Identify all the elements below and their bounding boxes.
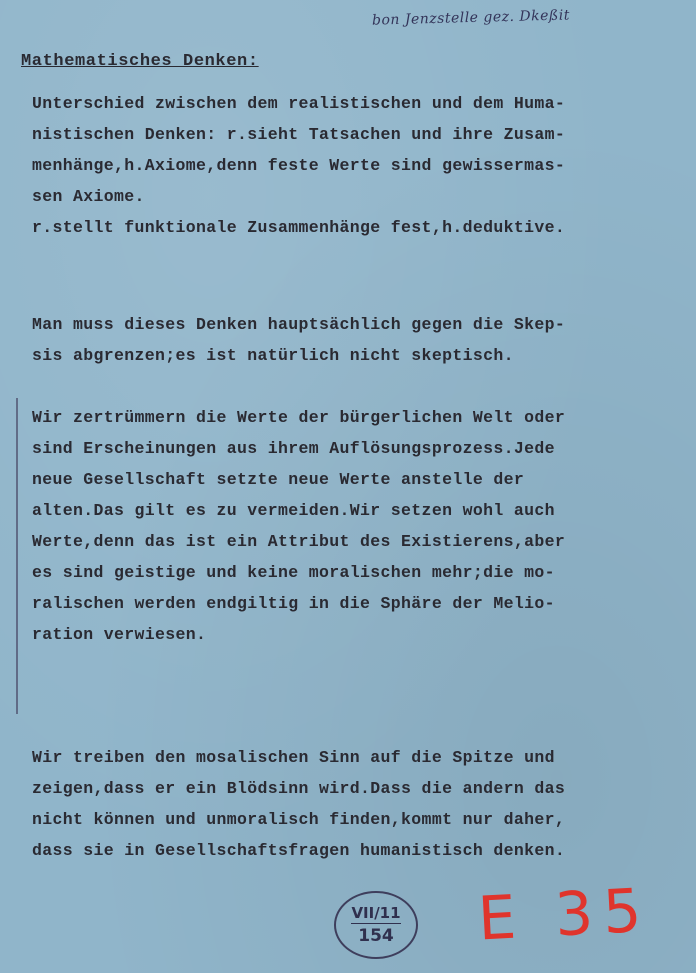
paragraph-4 <box>32 742 672 866</box>
text-line: es sind geistige und keine moralischen mehr;die mo- <box>32 563 555 582</box>
stamp-bottom-text: 154 <box>358 925 394 946</box>
archive-stamp <box>334 891 418 959</box>
text-line: sen Axiome. <box>32 187 145 206</box>
text-line: ralischen werden endgiltig in die Sphäre der Melio- <box>32 594 555 613</box>
handwritten-note: bon Jenzstelle gez. Dkeßit <box>371 7 571 29</box>
text-line: alten.Das gilt es zu vermeiden.Wir setzen wohl auch <box>32 501 555 520</box>
margin-bracket <box>16 398 18 714</box>
text-line: Werte,denn das ist ein Attribut des Existierens,aber <box>32 532 566 551</box>
document-heading: Mathematisches Denken: <box>21 52 259 71</box>
stamp-top-text: VII/11 <box>351 903 401 922</box>
text-line: zeigen,dass er ein Blödsinn wird.Dass die andern das <box>32 779 566 798</box>
text-line: dass sie in Gesellschaftsfragen humanistisch denken. <box>32 841 566 860</box>
paragraph-1 <box>32 88 672 243</box>
text-line: Man muss dieses Denken hauptsächlich gegen die Skep- <box>32 315 566 334</box>
text-line: nicht können und unmoralisch finden,kommt nur daher, <box>32 810 566 829</box>
paragraph-3 <box>32 402 672 650</box>
text-line: menhänge,h.Axiome,denn feste Werte sind gewissermas- <box>32 156 566 175</box>
paragraph-2 <box>32 309 672 371</box>
archive-code: E 35 <box>476 875 654 955</box>
text-line: ration verwiesen. <box>32 625 207 644</box>
text-line: sind Erscheinungen aus ihrem Auflösungsprozess.Jede <box>32 439 555 458</box>
text-line: Wir treiben den mosalischen Sinn auf die Spitze und <box>32 748 555 767</box>
text-line: nistischen Denken: r.sieht Tatsachen und ihre Zusam- <box>32 125 566 144</box>
text-line: Unterschied zwischen dem realistischen und dem Huma- <box>32 94 566 113</box>
text-line: Wir zertrümmern die Werte der bürgerlichen Welt oder <box>32 408 566 427</box>
text-line: neue Gesellschaft setzte neue Werte anstelle der <box>32 470 525 489</box>
text-line: r.stellt funktionale Zusammenhänge fest,h.deduktive. <box>32 218 566 237</box>
text-line: sis abgrenzen;es ist natürlich nicht skeptisch. <box>32 346 514 365</box>
